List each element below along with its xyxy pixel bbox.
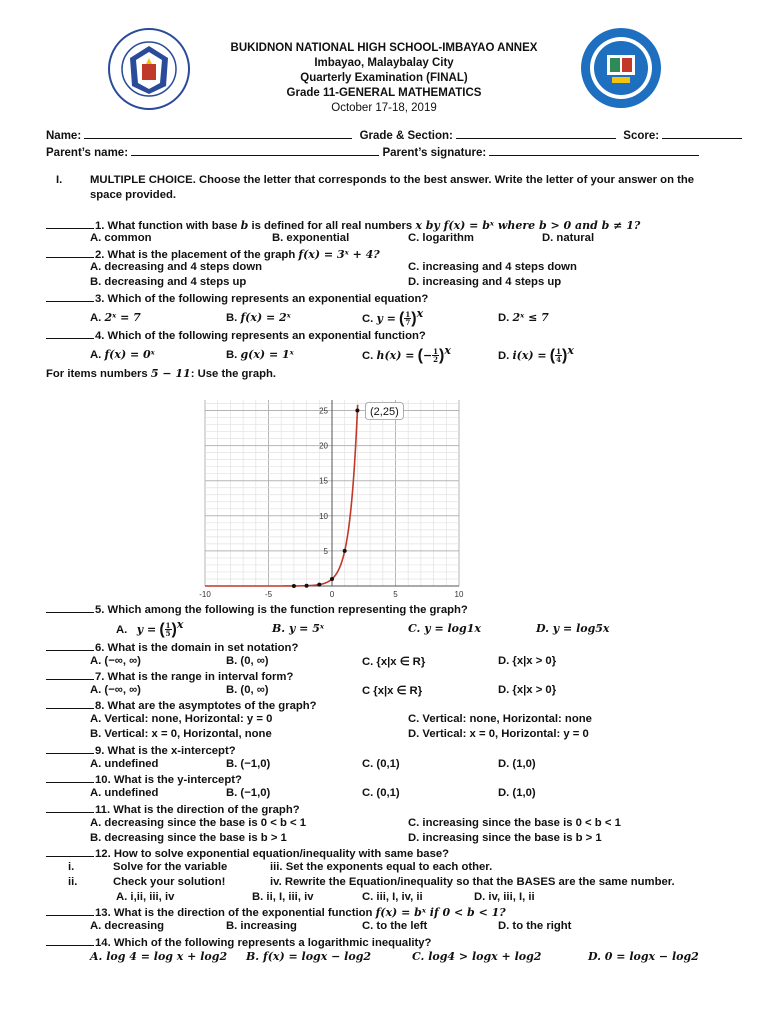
question-14: 14. Which of the following represents a logarithmic inequality? xyxy=(46,935,431,950)
q1-option-b: B. exponential xyxy=(272,232,350,244)
question-12: 12. How to solve exponential equation/inequality with same base? xyxy=(46,846,449,861)
q2-option-b: B. decreasing and 4 steps up xyxy=(90,276,247,288)
q14-option-a: A. log 4 = log x + log2 xyxy=(90,950,228,963)
student-info-row xyxy=(46,128,742,142)
q1-option-c: C. logarithm xyxy=(408,232,474,244)
score-field[interactable] xyxy=(662,128,742,139)
q6-option-b: B. (0, ∞) xyxy=(226,655,269,667)
grade-section-label: Grade & Section: xyxy=(359,130,453,142)
q9-option-a: A. undefined xyxy=(90,758,159,770)
school-name: BUKIDNON NATIONAL HIGH SCHOOL-IMBAYAO ANNEX xyxy=(230,42,538,54)
q4-option-b: B. g(x) = 1ˣ xyxy=(226,348,294,361)
q6-option-c: C. {x|x ∈ R} xyxy=(362,656,426,668)
data-point xyxy=(330,577,334,581)
q5-option-d: D. y = log5x xyxy=(536,622,610,635)
q3-option-c: C. y = ( $\frac{1}{7}$ )$^x$ xyxy=(362,307,424,328)
q12-step-iii: iii. Set the exponents equal to each other. xyxy=(270,861,493,873)
parent-info-row xyxy=(46,145,699,159)
y-tick-label: 10 xyxy=(319,511,328,521)
name-field[interactable] xyxy=(84,128,352,139)
q11-option-c: C. increasing since the base is 0 < b < 1 xyxy=(408,817,621,829)
answer-blank[interactable] xyxy=(46,218,94,229)
q1-option-a: A. common xyxy=(90,232,152,244)
data-point xyxy=(355,409,359,413)
answer-blank[interactable] xyxy=(46,905,94,916)
exam-date: October 17-18, 2019 xyxy=(331,102,437,114)
graph-instructions: For items numbers 5 − 11: Use the graph. xyxy=(46,367,277,380)
question-3: 3. Which of the following represents an exponential equation? xyxy=(46,291,428,306)
question-8: 8. What are the asymptotes of the graph? xyxy=(46,698,317,713)
q12-step-ii-label: ii. xyxy=(68,876,78,888)
section-number: I. xyxy=(56,174,63,186)
q5-option-a: A. y = ( $\frac{1}{5}$ )$^x$ xyxy=(116,618,184,639)
exponential-graph xyxy=(199,394,464,602)
q3-option-a: A. 2ˣ = 7 xyxy=(90,311,141,324)
data-point xyxy=(292,584,296,588)
q9-option-b: B. (−1,0) xyxy=(226,758,271,770)
data-point xyxy=(305,584,309,588)
q7-option-d: D. {x|x > 0} xyxy=(498,684,557,696)
answer-blank[interactable] xyxy=(46,328,94,339)
q7-option-a: A. (−∞, ∞) xyxy=(90,684,141,696)
q2-option-d: D. increasing and 4 steps up xyxy=(408,276,562,288)
score-label: Score: xyxy=(623,130,660,142)
answer-blank[interactable] xyxy=(46,743,94,754)
q3-option-d: D. 2ˣ ≤ 7 xyxy=(498,311,549,324)
section-instructions: MULTIPLE CHOICE. Choose the letter that corresponds to the best answer. Write the letter of your answer on the xyxy=(90,174,695,186)
q11-option-b: B. decreasing since the base is b > 1 xyxy=(90,832,287,844)
q7-option-b: B. (0, ∞) xyxy=(226,684,269,696)
answer-blank[interactable] xyxy=(46,291,94,302)
q12-step-ii: Check your solution! xyxy=(113,876,226,888)
q10-option-d: D. (1,0) xyxy=(498,787,536,799)
q9-option-d: D. (1,0) xyxy=(498,758,536,770)
q13-option-a: A. decreasing xyxy=(90,920,165,932)
q8-option-c: C. Vertical: none, Horizontal: none xyxy=(408,713,592,725)
answer-blank[interactable] xyxy=(46,669,94,680)
question-13: 13. What is the direction of the exponential function f(x) = bˣ if 0 < b < 1? xyxy=(46,905,506,920)
x-tick-label: 10 xyxy=(454,590,464,599)
section-instructions-cont: space provided. xyxy=(90,189,177,201)
answer-blank[interactable] xyxy=(46,772,94,783)
question-2: 2. What is the placement of the graph f(x) = 3ˣ + 4? xyxy=(46,247,380,262)
x-tick-label: 0 xyxy=(329,590,335,599)
q12-option-a: A. i,ii, iii, iv xyxy=(116,891,175,903)
q1-option-d: D. natural xyxy=(542,232,595,244)
q2-option-a: A. decreasing and 4 steps down xyxy=(90,261,263,273)
question-5: 5. Which among the following is the function representing the graph? xyxy=(46,602,468,617)
q7-option-c: C {x|x ∈ R} xyxy=(362,685,423,697)
parent-signature-label: Parent’s signature: xyxy=(382,147,487,159)
q8-option-a: A. Vertical: none, Horizontal: y = 0 xyxy=(90,713,273,725)
data-point xyxy=(343,549,347,553)
parent-name-field[interactable] xyxy=(131,145,379,156)
q12-step-i: Solve for the variable xyxy=(113,861,228,873)
answer-blank[interactable] xyxy=(46,247,94,258)
parent-name-label: Parent’s name: xyxy=(46,147,129,159)
q13-option-c: C. to the left xyxy=(362,920,428,932)
question-4: 4. Which of the following represents an exponential function? xyxy=(46,328,426,343)
question-6: 6. What is the domain in set notation? xyxy=(46,640,298,655)
q14-option-b: B. f(x) = logx − log2 xyxy=(246,950,372,963)
x-tick-label: 5 xyxy=(393,590,398,599)
q8-option-b: B. Vertical: x = 0, Horizontal, none xyxy=(90,728,272,740)
question-1: 1. What function with base b is defined for all real numbers x by f(x) = bˣ where b > 0 and b ≠ 1? xyxy=(46,218,640,233)
q6-option-d: D. {x|x > 0} xyxy=(498,655,557,667)
answer-blank[interactable] xyxy=(46,802,94,813)
y-tick-label: 15 xyxy=(319,476,328,486)
y-tick-label: 25 xyxy=(319,406,328,416)
answer-blank[interactable] xyxy=(46,640,94,651)
q9-option-c: C. (0,1) xyxy=(362,758,400,770)
question-11: 11. What is the direction of the graph? xyxy=(46,802,300,817)
exam-title: Quarterly Examination (FINAL) xyxy=(300,72,468,84)
q10-option-c: C. (0,1) xyxy=(362,787,400,799)
q10-option-a: A. undefined xyxy=(90,787,159,799)
y-tick-label: 5 xyxy=(323,546,328,556)
q11-option-a: A. decreasing since the base is 0 < b < 1 xyxy=(90,817,306,829)
answer-blank[interactable] xyxy=(46,846,94,857)
q12-step-iv: iv. Rewrite the Equation/inequality so that the BASES are the same number. xyxy=(270,876,675,888)
answer-blank[interactable] xyxy=(46,935,94,946)
q12-option-c: C. iii, I, iv, ii xyxy=(362,891,423,903)
q12-option-b: B. ii, I, iii, iv xyxy=(252,891,314,903)
grade-section-field[interactable] xyxy=(456,128,616,139)
q2-option-c: C. increasing and 4 steps down xyxy=(408,261,577,273)
q13-option-d: D. to the right xyxy=(498,920,572,932)
q6-option-a: A. (−∞, ∞) xyxy=(90,655,141,667)
subject-title: Grade 11-GENERAL MATHEMATICS xyxy=(286,87,482,99)
x-tick-label: -5 xyxy=(264,590,273,599)
data-point xyxy=(317,583,321,587)
q11-option-d: D. increasing since the base is b > 1 xyxy=(408,832,602,844)
q13-option-b: B. increasing xyxy=(226,920,297,932)
q4-option-c: C. h(x) = (− $\frac{1}{2}$ )$^x$ xyxy=(362,344,451,365)
q5-option-b: B. y = 5ˣ xyxy=(272,622,325,635)
name-label: Name: xyxy=(46,130,82,142)
parent-signature-field[interactable] xyxy=(489,145,699,156)
answer-blank[interactable] xyxy=(46,698,94,709)
answer-blank[interactable] xyxy=(46,602,94,613)
q12-option-d: D. iv, iii, I, ii xyxy=(474,891,535,903)
x-tick-label: -10 xyxy=(199,590,211,599)
q10-option-b: B. (−1,0) xyxy=(226,787,271,799)
q8-option-d: D. Vertical: x = 0, Horizontal: y = 0 xyxy=(408,728,589,740)
q5-option-c: C. y = log1x xyxy=(408,622,481,635)
question-7: 7. What is the range in interval form? xyxy=(46,669,293,684)
q4-option-d: D. i(x) = ( $\frac{1}{4}$ )$^x$ xyxy=(498,344,574,365)
q14-option-d: D. 0 = logx − log2 xyxy=(588,950,699,963)
question-9: 9. What is the x-intercept? xyxy=(46,743,236,758)
school-location: Imbayao, Malaybalay City xyxy=(314,57,454,69)
q3-option-b: B. f(x) = 2ˣ xyxy=(226,311,291,324)
q4-option-a: A. f(x) = 0ˣ xyxy=(90,348,155,361)
question-10: 10. What is the y-intercept? xyxy=(46,772,242,787)
q12-step-i-label: i. xyxy=(68,861,75,873)
y-tick-label: 20 xyxy=(319,441,328,451)
point-annotation: (2,25) xyxy=(370,406,399,419)
q14-option-c: C. log4 > logx + log2 xyxy=(412,950,542,963)
